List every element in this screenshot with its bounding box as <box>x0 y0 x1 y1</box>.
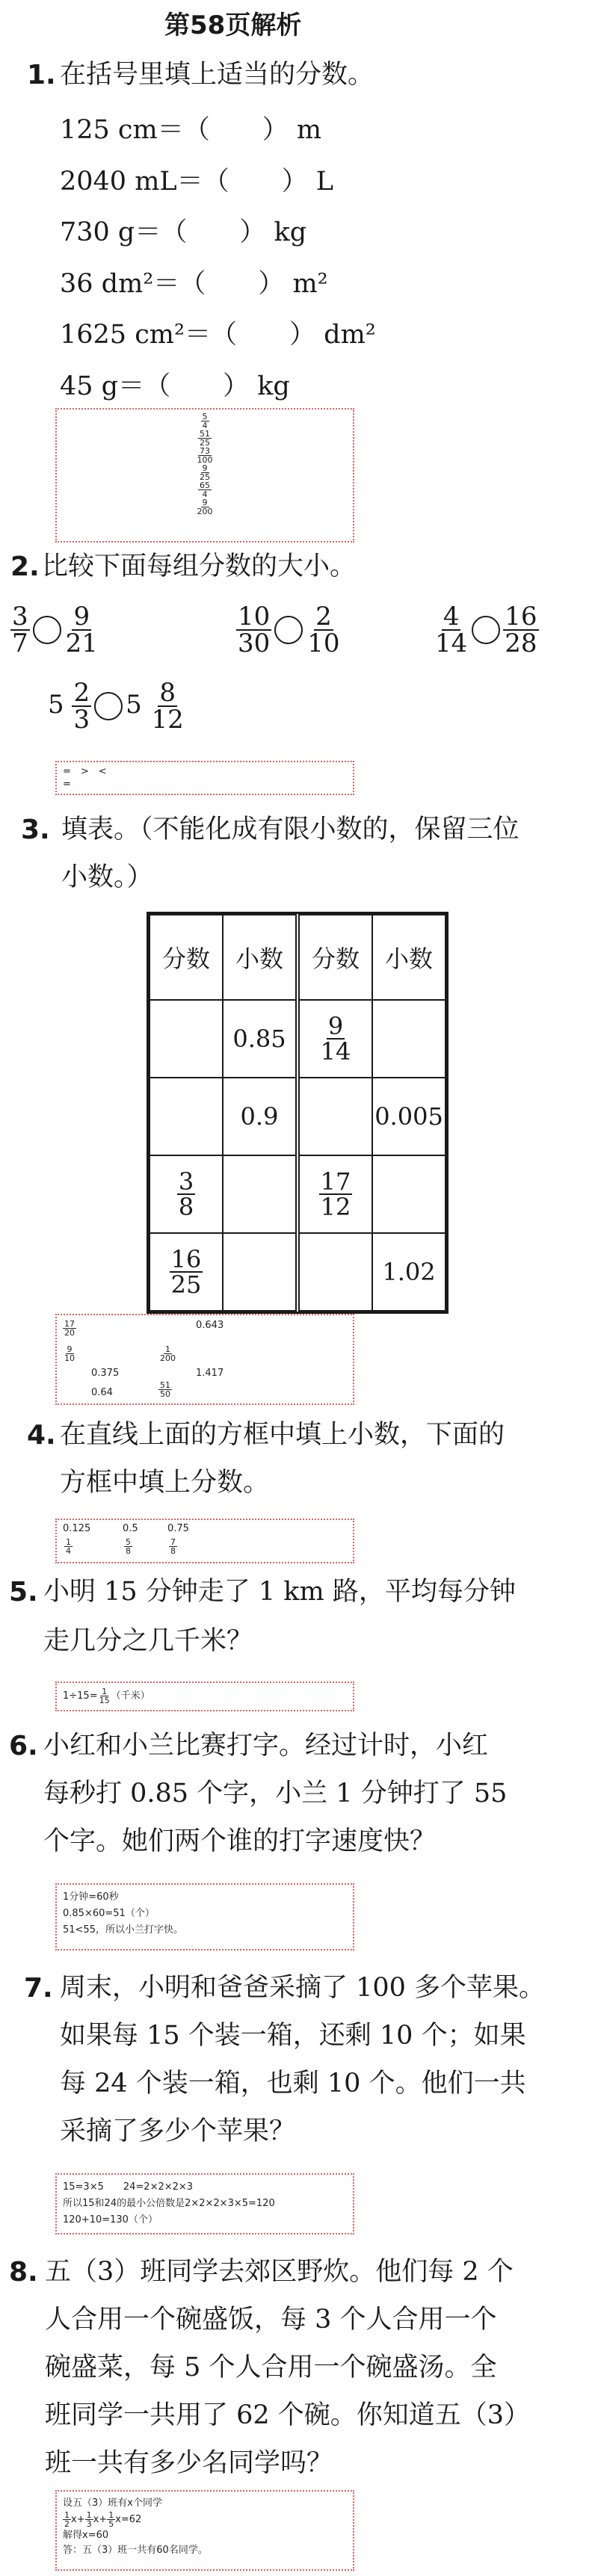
answer-text: 设五（3）班有x个同学 <box>63 2498 162 2509</box>
question-text: 在括号里填上适当的分数。 <box>60 60 374 90</box>
table-cell: $\frac{16}{25}$ <box>150 1233 223 1311</box>
answer-fraction: $\frac{9}{10}$ <box>64 1344 75 1363</box>
question-text: 填表。（不能化成有限小数的，保留三位 <box>61 815 520 844</box>
question-number: 3. <box>21 815 50 845</box>
page-title: 第58页解析 <box>164 10 302 40</box>
answer-text: 120+10=130（个） <box>63 2214 158 2226</box>
answer-text: 0.75 <box>167 1523 189 1534</box>
question-text: 周末，小明和爸爸采摘了 100 多个苹果。 <box>60 1973 546 2003</box>
q1-line: 730 g＝（ ） kg <box>60 217 307 247</box>
answer-fraction: $\frac{17}{20}$ <box>64 1319 75 1338</box>
table-cell-empty[interactable] <box>372 1000 446 1078</box>
answer-equation: $\frac{1}{2}$ x+ $\frac{1}{3}$ x+ $\frac{1}{5}$ x=62 <box>64 2510 142 2529</box>
q1-line: 45 g＝（ ） kg <box>60 371 290 401</box>
compare-pair: $\frac{4}{14}$ $\frac{16}{28}$ <box>435 602 537 658</box>
answer-fraction: 9 200 <box>197 498 213 516</box>
answer-fraction: $\frac{51}{50}$ <box>160 1380 170 1399</box>
answer-fraction: 9 25 <box>200 463 210 482</box>
question-text: 班一共有多少名同学吗？ <box>45 2448 333 2478</box>
question-number: 6. <box>9 1731 38 1761</box>
answer-box <box>55 2173 354 2234</box>
answer-box <box>55 1681 354 1711</box>
compare-circle[interactable] <box>472 616 500 644</box>
answer-fraction: 73 100 <box>197 446 213 465</box>
question-number: 1. <box>27 60 56 90</box>
table-header: 小数 <box>223 915 298 1000</box>
compare-circle[interactable] <box>33 616 61 644</box>
table-cell-empty[interactable] <box>298 1233 372 1311</box>
table-header: 分数 <box>298 915 372 1000</box>
answer-box <box>55 408 354 543</box>
answer-text: 答：五（3）班一共有60名同学。 <box>63 2545 208 2556</box>
answer-fraction: $\frac{1}{200}$ <box>160 1344 176 1363</box>
answer-text: = <box>63 779 71 790</box>
q1-line: 36 dm²＝（ ） m² <box>60 269 328 299</box>
compare-pair-mixed: 5 $\frac{2}{3}$ 5 $\frac{8}{12}$ <box>48 678 184 735</box>
table-cell-empty[interactable] <box>150 1000 223 1078</box>
question-text: 如果每 15 个装一箱，还剩 10 个；如果 <box>60 2021 526 2051</box>
table-cell-empty[interactable] <box>223 1155 298 1233</box>
question-number: 4. <box>27 1420 56 1451</box>
answer-text: 1.417 <box>196 1368 224 1379</box>
answer-box <box>55 1519 354 1563</box>
table-cell: $\frac{3}{8}$ <box>150 1155 223 1233</box>
table-header: 小数 <box>372 915 446 1000</box>
answer-fraction: 65 4 <box>200 481 210 499</box>
table-cell-empty[interactable] <box>150 1078 223 1155</box>
answer-text: 1分钟=60秒 <box>63 1891 119 1903</box>
table-cell: $\frac{17}{12}$ <box>298 1155 372 1233</box>
answer-text: 所以15和24的最小公倍数是2×2×2×3×5=120 <box>63 2198 275 2209</box>
answer-box <box>55 1883 354 1950</box>
table-cell: 0.9 <box>223 1078 298 1155</box>
answer-fraction: $\frac{5}{8}$ <box>126 1537 131 1556</box>
answer-text: 0.85×60=51（个） <box>63 1908 155 1919</box>
q1-line: 125 cm＝（ ） m <box>60 115 322 145</box>
table-cell: $\frac{9}{14}$ <box>298 1000 372 1078</box>
question-text: 小数。） <box>61 862 153 892</box>
answer-fraction: $\frac{7}{8}$ <box>170 1537 176 1556</box>
question-number: 2. <box>10 552 40 582</box>
answer-fraction: 5 4 <box>202 412 208 430</box>
table-cell-empty[interactable] <box>298 1078 372 1155</box>
answer-box <box>55 1314 354 1405</box>
answer-text: 0.125 <box>63 1523 91 1534</box>
question-text: 碗盛菜，每 5 个人合用一个碗盛汤。全 <box>45 2353 497 2382</box>
q1-line: 2040 mL＝（ ） L <box>60 167 334 197</box>
compare-circle[interactable] <box>94 692 123 720</box>
answer-fraction: 51 25 <box>200 429 210 448</box>
answer-text: = > < <box>63 766 107 777</box>
compare-circle[interactable] <box>274 616 303 644</box>
compare-pair: $\frac{10}{30}$ $\frac{2}{10}$ <box>238 602 340 658</box>
table-cell: 0.85 <box>223 1000 298 1078</box>
answer-text: 15=3×5 24=2×2×2×3 <box>63 2181 194 2193</box>
table-header: 分数 <box>150 915 223 1000</box>
answer-box <box>55 761 354 795</box>
question-text: 人合用一个碗盛饭，每 3 个人合用一个 <box>45 2305 497 2335</box>
answer-box <box>55 2490 354 2571</box>
question-text: 个字。她们两个谁的打字速度快？ <box>43 1826 437 1856</box>
question-text: 采摘了多少个苹果？ <box>60 2116 296 2146</box>
question-number: 8. <box>9 2257 38 2288</box>
question-number: 7. <box>24 1973 53 2004</box>
question-text: 每秒打 0.85 个字，小兰 1 分钟打了 55 <box>43 1779 508 1809</box>
table-cell: 1.02 <box>372 1233 446 1311</box>
question-text: 小红和小兰比赛打字。经过计时，小红 <box>43 1731 489 1761</box>
question-text: 比较下面每组分数的大小。 <box>42 552 357 581</box>
answer-text: 0.64 <box>91 1387 113 1398</box>
answer-text: 0.643 <box>196 1320 224 1331</box>
question-text: 每 24 个装一箱，也剩 10 个。他们一共 <box>60 2069 526 2098</box>
table-cell: 0.005 <box>372 1078 446 1155</box>
question-number: 5. <box>9 1577 38 1607</box>
question-text: 班同学一共用了 62 个碗。你知道五（3） <box>45 2400 531 2430</box>
answer-fraction: $\frac{1}{15}$ <box>99 1687 110 1705</box>
answer-text: 0.375 <box>91 1368 120 1379</box>
answer-text: （千米） <box>111 1690 150 1702</box>
question-text: 方框中填上分数。 <box>60 1468 270 1498</box>
question-text: 小明 15 分钟走了 1 km 路，平均每分钟 <box>43 1577 516 1607</box>
question-text: 五（3）班同学去郊区野炊。他们每 2 个 <box>45 2257 514 2287</box>
table-cell-empty[interactable] <box>223 1233 298 1311</box>
answer-text: 1÷15= <box>63 1690 98 1702</box>
answer-text: 解得x=60 <box>63 2530 109 2541</box>
answer-text: 51<55，所以小兰打字快。 <box>63 1924 183 1936</box>
answer-fraction: $\frac{1}{4}$ <box>66 1537 71 1556</box>
q1-line: 1625 cm²＝（ ） dm² <box>60 320 376 350</box>
answer-text: 0.5 <box>123 1523 138 1534</box>
question-text: 走几分之几千米？ <box>43 1626 253 1656</box>
question-text: 在直线上面的方框中填上小数，下面的 <box>60 1420 505 1450</box>
fill-table <box>147 912 449 1314</box>
table-cell-empty[interactable] <box>372 1155 446 1233</box>
compare-pair: $\frac{3}{7}$ $\frac{9}{21}$ <box>12 602 98 658</box>
